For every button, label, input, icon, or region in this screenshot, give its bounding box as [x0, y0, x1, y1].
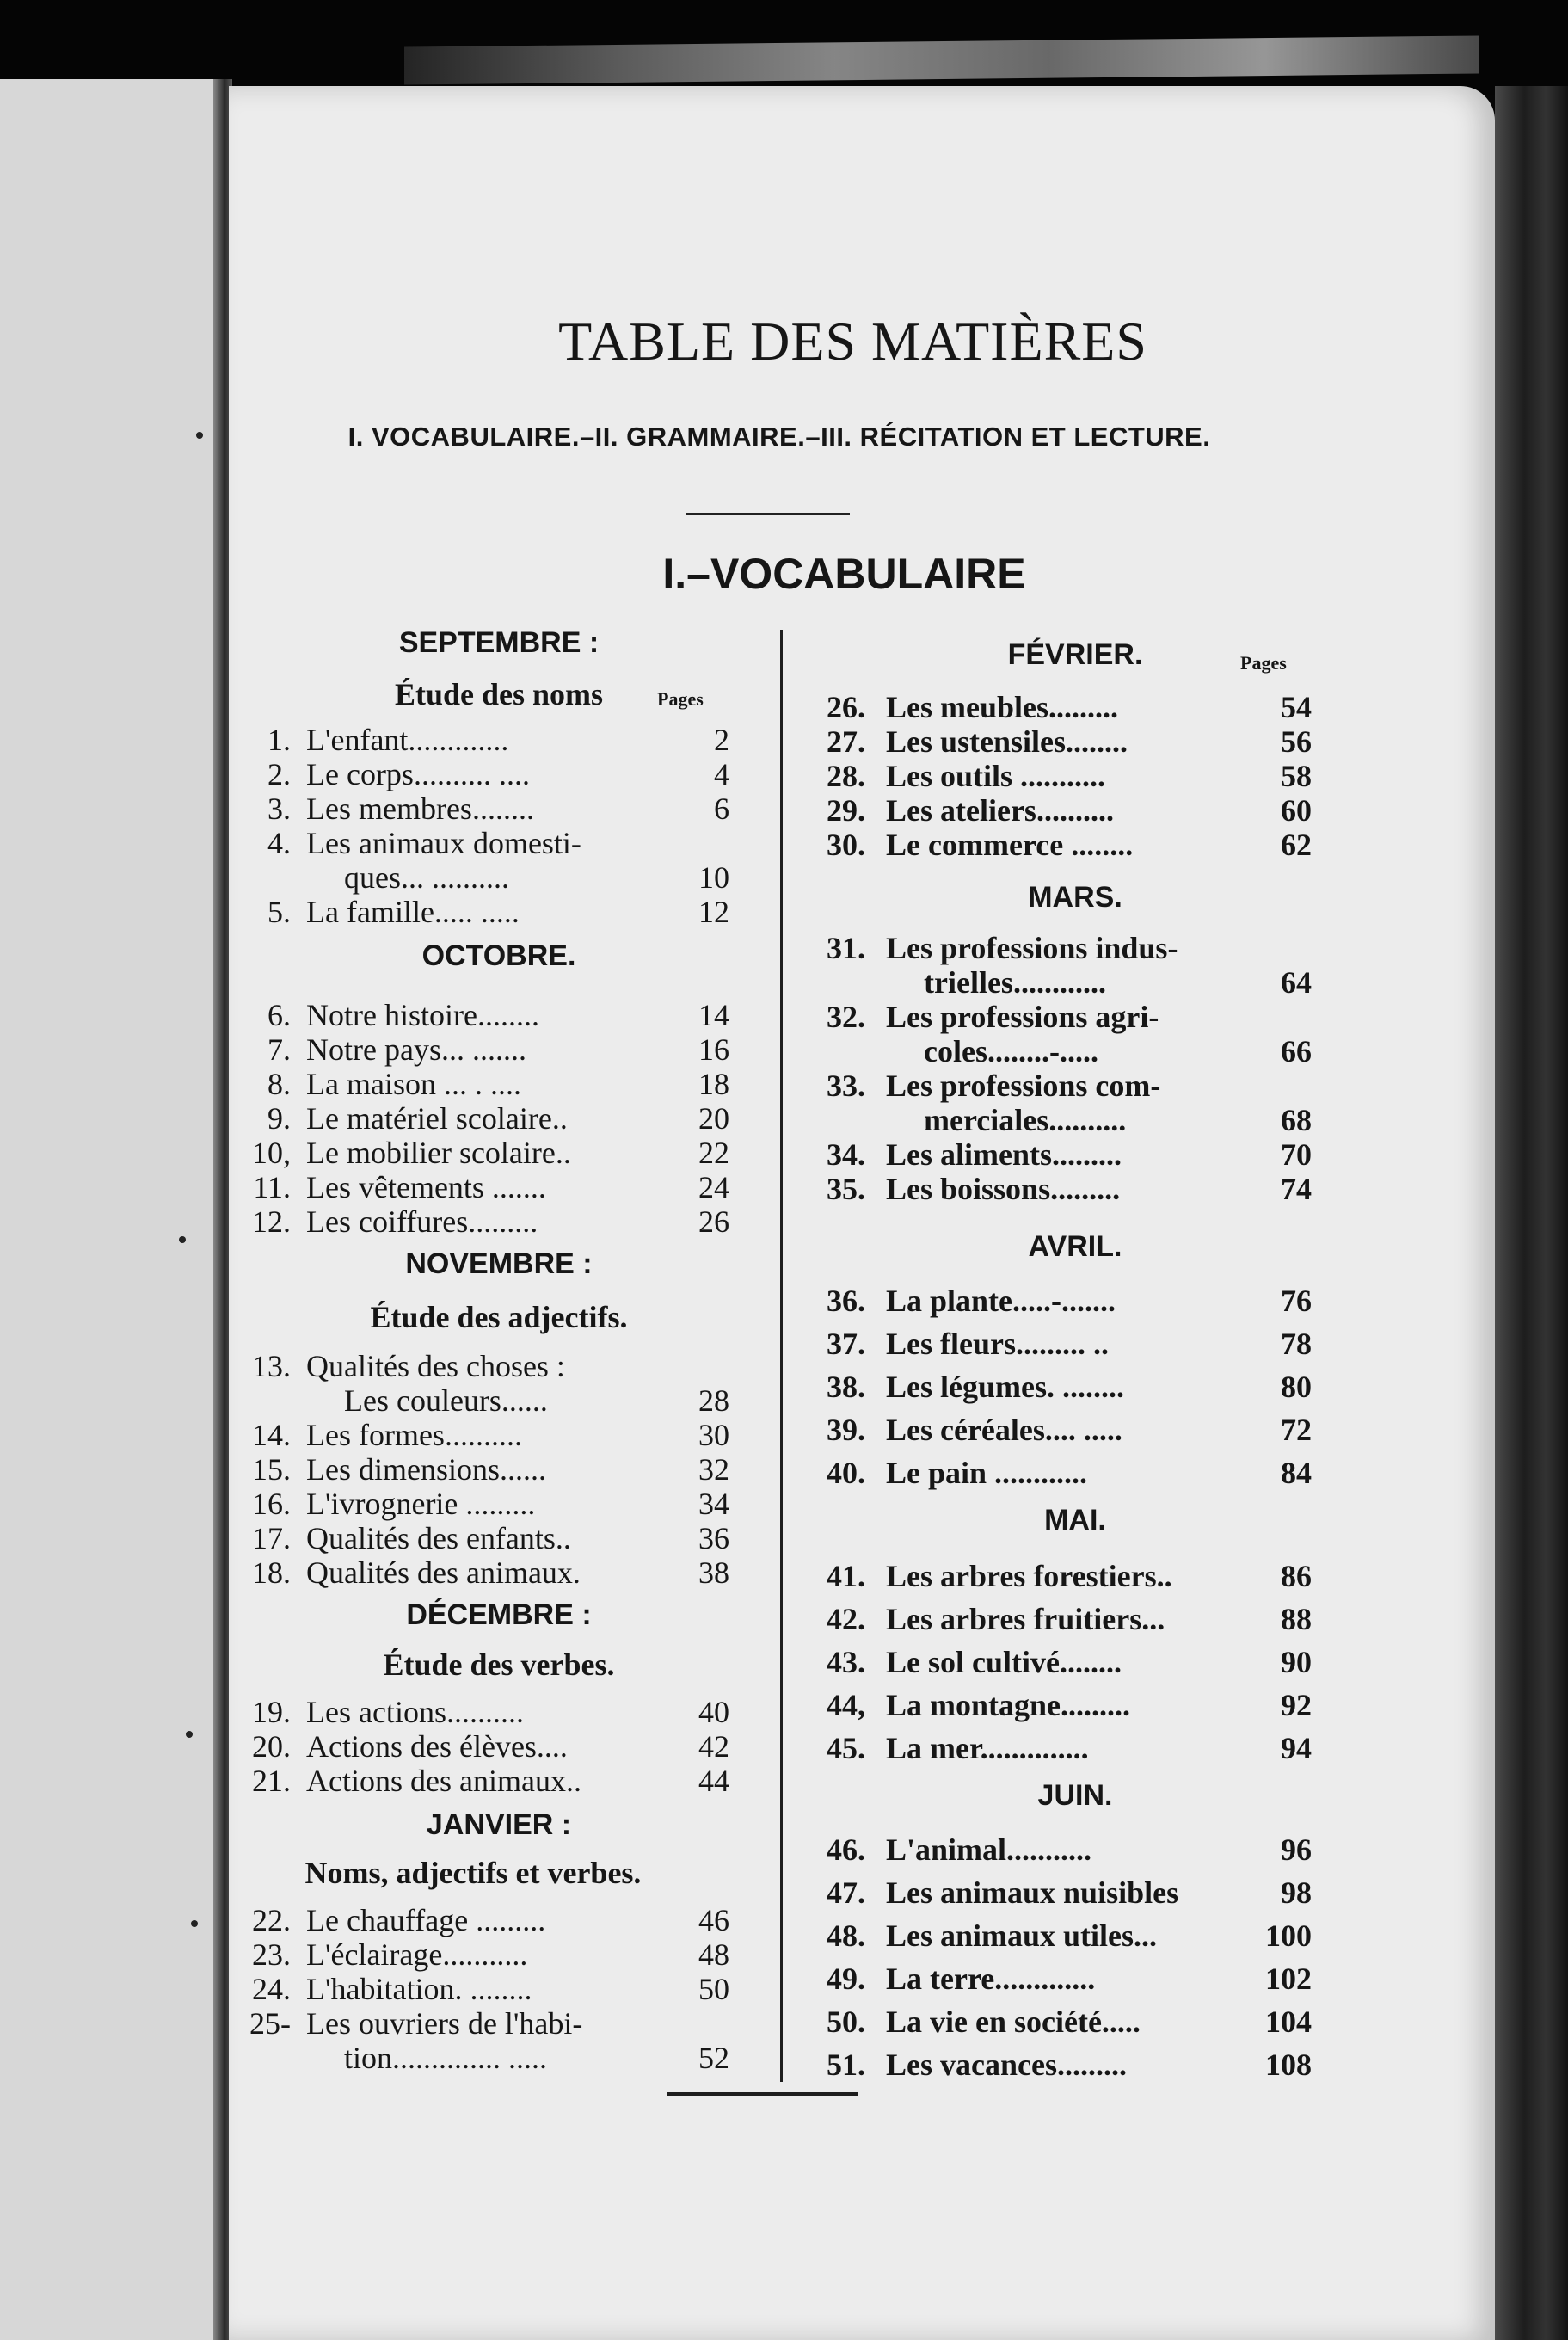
entry-page: 94: [1281, 1731, 1312, 1765]
entry-number: 45.: [827, 1731, 865, 1765]
entry-page: 104: [1265, 2004, 1312, 2039]
toc-entry: [244, 1937, 729, 1972]
entry-number: 13.: [252, 1349, 291, 1383]
entry-number: 40.: [827, 1456, 865, 1490]
entry-title: Le sol cultivé........: [886, 1645, 1122, 1679]
toc-entry: [819, 2048, 1312, 2082]
toc-entry: [244, 826, 729, 895]
entry-number: 11.: [253, 1170, 291, 1204]
entry-title: Les formes..........: [306, 1418, 522, 1452]
toc-entry: [819, 1688, 1312, 1722]
entry-number: 22.: [252, 1903, 291, 1937]
entry-page: 88: [1281, 1602, 1312, 1636]
entry-page: 50: [698, 1972, 729, 2006]
entry-title: Les professions indus-: [886, 931, 1178, 965]
toc-entry: [819, 1068, 1312, 1137]
entry-title: Les vacances.........: [886, 2048, 1127, 2082]
page-subtitle: I. VOCABULAIRE.–II. GRAMMAIRE.–III. RÉCITATION ET LECTURE.: [347, 422, 1211, 452]
toc-entry: [244, 1764, 729, 1798]
entry-page: 92: [1281, 1688, 1312, 1722]
entry-title-continued: merciales..........: [924, 1103, 1127, 1137]
toc-entry: [819, 1327, 1312, 1361]
toc-entry: [244, 1101, 729, 1136]
toc-entry: [819, 828, 1312, 862]
toc-entry: [819, 759, 1312, 793]
entry-page: 36: [698, 1521, 729, 1555]
month-heading: DÉCEMBRE :: [406, 1598, 592, 1631]
entry-title: Les animaux utiles...: [886, 1918, 1158, 1953]
toc-entry: [244, 1972, 729, 2006]
entry-number: 49.: [827, 1961, 865, 1996]
entry-title: Le commerce ........: [886, 828, 1134, 862]
entry-number: 16.: [252, 1487, 291, 1521]
entry-page: 20: [698, 1101, 729, 1136]
entry-title: La terre.............: [886, 1961, 1096, 1996]
entry-number: 23.: [252, 1937, 291, 1972]
entry-title: La montagne.........: [886, 1688, 1131, 1722]
entry-page: 44: [698, 1764, 729, 1798]
toc-entry: [244, 1487, 729, 1521]
toc-entry: [819, 1731, 1312, 1765]
toc-entry: [819, 1559, 1312, 1593]
entry-title: La vie en société.....: [886, 2004, 1141, 2039]
toc-entry: [819, 1875, 1312, 1910]
entry-title: Notre pays... .......: [306, 1032, 526, 1067]
toc-entry: [244, 1204, 729, 1239]
entry-page: 46: [698, 1903, 729, 1937]
entry-number: 39.: [827, 1413, 865, 1447]
entry-title: Les animaux domesti-: [306, 826, 581, 860]
toc-entry: [819, 2004, 1312, 2039]
entry-page: 58: [1281, 759, 1312, 793]
entry-number: 32.: [827, 1000, 865, 1034]
entry-page: 86: [1281, 1559, 1312, 1593]
month-heading: NOVEMBRE :: [405, 1247, 593, 1280]
entry-number: 47.: [827, 1875, 865, 1910]
toc-entry: [244, 998, 729, 1032]
facing-page: [0, 79, 227, 2340]
entry-page: 6: [714, 791, 729, 826]
entry-title-continued: coles........-.....: [924, 1034, 1098, 1068]
entry-title: Les ustensiles........: [886, 724, 1128, 759]
group-heading: Étude des noms: [394, 677, 604, 711]
entry-title: Les arbres fruitiers...: [886, 1602, 1165, 1636]
entry-title: Les meubles.........: [886, 690, 1118, 724]
entry-number: 2.: [267, 757, 291, 791]
entry-page: 56: [1281, 724, 1312, 759]
entry-page: 22: [698, 1136, 729, 1170]
toc-entry: [244, 1032, 729, 1067]
month-heading: OCTOBRE.: [421, 939, 576, 972]
month-heading: FÉVRIER.: [1007, 638, 1143, 671]
entry-page: 4: [714, 757, 729, 791]
entry-page: 40: [698, 1695, 729, 1729]
entry-title: Les actions..........: [306, 1695, 524, 1729]
toc-entry: [244, 1695, 729, 1729]
entry-page: 72: [1281, 1413, 1312, 1447]
entry-title: Le pain ............: [886, 1456, 1088, 1490]
entry-number: 29.: [827, 793, 865, 828]
entry-page: 16: [698, 1032, 729, 1067]
entry-page: 96: [1281, 1832, 1312, 1867]
entry-number: 41.: [827, 1559, 865, 1593]
entry-number: 42.: [827, 1602, 865, 1636]
entry-title: Le mobilier scolaire..: [306, 1136, 571, 1170]
entry-page: 90: [1281, 1645, 1312, 1679]
toc-entry: [819, 1645, 1312, 1679]
month-heading: AVRIL.: [1028, 1230, 1122, 1263]
toc-entry: [244, 791, 729, 826]
entry-page: 42: [698, 1729, 729, 1764]
title-rule: [686, 513, 850, 515]
entry-title: Le corps.......... ....: [306, 757, 530, 791]
toc-entry: [244, 2006, 729, 2075]
entry-number: 27.: [827, 724, 865, 759]
entry-number: 43.: [827, 1645, 865, 1679]
entry-number: 35.: [827, 1172, 865, 1206]
group-heading: Noms, adjectifs et verbes.: [304, 1856, 642, 1890]
entry-number: 51.: [827, 2048, 865, 2082]
entry-number: 50.: [827, 2004, 865, 2039]
toc-entry: [244, 757, 729, 791]
entry-title: Actions des élèves....: [306, 1729, 568, 1764]
entry-page: 60: [1281, 793, 1312, 828]
entry-title: Qualités des enfants..: [306, 1521, 571, 1555]
toc-entry: [819, 1137, 1312, 1172]
entry-number: 37.: [827, 1327, 865, 1361]
entry-title: La famille..... .....: [306, 895, 520, 929]
entry-number: 12.: [252, 1204, 291, 1239]
entry-page: 24: [698, 1170, 729, 1204]
toc-entry: [244, 1729, 729, 1764]
entry-title: La plante.....-.......: [886, 1284, 1116, 1318]
entry-title: La mer..............: [886, 1731, 1089, 1765]
toc-entry: [244, 895, 729, 929]
entry-title: L'éclairage...........: [306, 1937, 528, 1972]
entry-title: Les membres........: [306, 791, 534, 826]
entry-title: Les ouvriers de l'habi-: [306, 2006, 583, 2041]
entry-page: 54: [1281, 690, 1312, 724]
pages-column-label: Pages: [657, 688, 704, 710]
toc-entry: [819, 1413, 1312, 1447]
entry-title: Qualités des animaux.: [306, 1555, 581, 1590]
entry-title: L'enfant.............: [306, 723, 509, 757]
entry-page: 48: [698, 1937, 729, 1972]
entry-title: Les céréales.... .....: [886, 1413, 1122, 1447]
entry-title: Qualités des choses :: [306, 1349, 565, 1383]
toc-entry: [819, 690, 1312, 724]
month-heading: JUIN.: [1037, 1779, 1113, 1812]
entry-page: 74: [1281, 1172, 1312, 1206]
entry-page: 52: [698, 2041, 729, 2075]
entry-title-continued: ques... ..........: [344, 860, 509, 895]
toc-entry: [244, 723, 729, 757]
entry-number: 24.: [252, 1972, 291, 2006]
toc-entry: [244, 1136, 729, 1170]
entry-title: Les professions agri-: [886, 1000, 1159, 1034]
month-heading: MARS.: [1028, 881, 1122, 914]
entry-number: 19.: [252, 1695, 291, 1729]
toc-entry: [819, 1918, 1312, 1953]
ink-speck: [186, 1731, 193, 1738]
entry-number: 48.: [827, 1918, 865, 1953]
toc-entry: [819, 1284, 1312, 1318]
section-title: I.–VOCABULAIRE: [662, 550, 1026, 598]
entry-number: 5.: [267, 895, 291, 929]
entry-number: 30.: [827, 828, 865, 862]
entry-number: 18.: [252, 1555, 291, 1590]
entry-page: 76: [1281, 1284, 1312, 1318]
entry-title: Les outils ...........: [886, 759, 1106, 793]
toc-entry: [819, 931, 1312, 1000]
entry-page: 78: [1281, 1327, 1312, 1361]
entry-page: 18: [698, 1067, 729, 1101]
entry-title: Les légumes. ........: [886, 1370, 1124, 1404]
entry-title: Notre histoire........: [306, 998, 539, 1032]
toc-entry: [244, 1452, 729, 1487]
entry-number: 17.: [252, 1521, 291, 1555]
column-divider: [780, 630, 783, 2082]
month-heading: MAI.: [1044, 1504, 1106, 1536]
entry-title: L'habitation. ........: [306, 1972, 532, 2006]
entry-title: Les coiffures.........: [306, 1204, 538, 1239]
entry-title: Le chauffage .........: [306, 1903, 546, 1937]
entry-title: Les animaux nuisibles: [886, 1875, 1179, 1910]
toc-entry: [244, 1555, 729, 1590]
entry-title: Les professions com-: [886, 1068, 1161, 1103]
entry-number: 44,: [827, 1688, 865, 1722]
entry-number: 36.: [827, 1284, 865, 1318]
toc-entry: [819, 1602, 1312, 1636]
entry-page: 34: [698, 1487, 729, 1521]
entry-number: 38.: [827, 1370, 865, 1404]
entry-number: 9.: [267, 1101, 291, 1136]
entry-number: 10,: [252, 1136, 291, 1170]
entry-number: 1.: [267, 723, 291, 757]
entry-page: 98: [1281, 1875, 1312, 1910]
month-heading: SEPTEMBRE :: [398, 626, 600, 659]
entry-page: 12: [698, 895, 729, 929]
entry-page: 80: [1281, 1370, 1312, 1404]
toc-entry: [819, 793, 1312, 828]
toc-entry: [819, 724, 1312, 759]
book-edge: [1495, 86, 1568, 2340]
entry-number: 20.: [252, 1729, 291, 1764]
entry-title-continued: Les couleurs......: [344, 1383, 548, 1418]
entry-title: Les ateliers..........: [886, 793, 1114, 828]
entry-number: 14.: [252, 1418, 291, 1452]
entry-page: 100: [1265, 1918, 1312, 1953]
entry-title: Les aliments.........: [886, 1137, 1122, 1172]
entry-title: Les dimensions......: [306, 1452, 546, 1487]
entry-page: 38: [698, 1555, 729, 1590]
entry-number: 25-: [249, 2006, 291, 2041]
entry-title-continued: tion.............. .....: [344, 2041, 548, 2075]
ink-speck: [191, 1920, 198, 1927]
entry-number: 28.: [827, 759, 865, 793]
entry-page: 102: [1265, 1961, 1312, 1996]
entry-title: Les vêtements .......: [306, 1170, 546, 1204]
entry-title: L'ivrognerie .........: [306, 1487, 536, 1521]
entry-page: 84: [1281, 1456, 1312, 1490]
month-heading: JANVIER :: [426, 1808, 572, 1841]
ink-speck: [196, 432, 203, 439]
entry-page: 68: [1281, 1103, 1312, 1137]
entry-number: 7.: [267, 1032, 291, 1067]
group-heading: Étude des verbes.: [383, 1647, 615, 1682]
toc-entry: [244, 1418, 729, 1452]
toc-entry: [819, 1832, 1312, 1867]
entry-title: Le matériel scolaire..: [306, 1101, 568, 1136]
entry-page: 2: [714, 723, 729, 757]
entry-title: La maison ... . ....: [306, 1067, 521, 1101]
entry-title: Les fleurs......... ..: [886, 1327, 1109, 1361]
toc-entry: [819, 1961, 1312, 1996]
entry-number: 3.: [267, 791, 291, 826]
toc-entry: [244, 1903, 729, 1937]
entry-page: 32: [698, 1452, 729, 1487]
entry-number: 31.: [827, 931, 865, 965]
pages-column-label: Pages: [1240, 652, 1287, 674]
entry-number: 4.: [267, 826, 291, 860]
entry-page: 108: [1265, 2048, 1312, 2082]
entry-page: 26: [698, 1204, 729, 1239]
toc-entry: [819, 1172, 1312, 1206]
toc-entry: [819, 1370, 1312, 1404]
entry-page: 30: [698, 1418, 729, 1452]
toc-entry: [244, 1521, 729, 1555]
bottom-rule: [667, 2092, 858, 2096]
ink-speck: [179, 1236, 186, 1243]
entry-number: 8.: [267, 1067, 291, 1101]
group-heading: Étude des adjectifs.: [370, 1300, 628, 1334]
entry-number: 34.: [827, 1137, 865, 1172]
entry-page: 62: [1281, 828, 1312, 862]
entry-number: 15.: [252, 1452, 291, 1487]
entry-number: 21.: [252, 1764, 291, 1798]
toc-entry: [244, 1349, 729, 1418]
entry-title-continued: trielles............: [924, 965, 1106, 1000]
entry-number: 33.: [827, 1068, 865, 1103]
entry-number: 6.: [267, 998, 291, 1032]
entry-page: 66: [1281, 1034, 1312, 1068]
toc-entry: [819, 1000, 1312, 1068]
entry-page: 14: [698, 998, 729, 1032]
entry-page: 10: [698, 860, 729, 895]
entry-number: 46.: [827, 1832, 865, 1867]
entry-page: 28: [698, 1383, 729, 1418]
toc-entry: [819, 1456, 1312, 1490]
entry-title: L'animal...........: [886, 1832, 1092, 1867]
entry-number: 26.: [827, 690, 865, 724]
toc-entry: [244, 1067, 729, 1101]
entry-title: Les boissons.........: [886, 1172, 1121, 1206]
entry-title: Les arbres forestiers..: [886, 1559, 1172, 1593]
entry-page: 70: [1281, 1137, 1312, 1172]
entry-title: Actions des animaux..: [306, 1764, 581, 1798]
toc-entry: [244, 1170, 729, 1204]
page-title: TABLE DES MATIÈRES: [558, 311, 1147, 372]
entry-page: 64: [1281, 965, 1312, 1000]
